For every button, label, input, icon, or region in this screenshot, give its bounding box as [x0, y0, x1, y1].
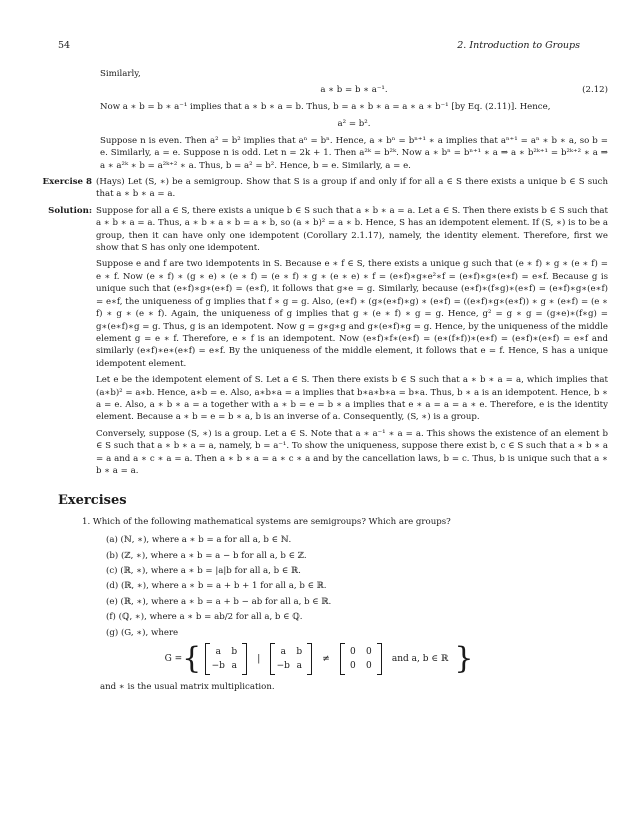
intro-paragraph: Suppose n is even. Then a² = b² implies that aⁿ = bⁿ. Hence, a ∗ bⁿ = bⁿ⁺¹ ∗ a implies that aⁿ⁺¹ = aⁿ ∗ b ∗ a, so b = e. Similarly, a = e. Suppose n is odd. Let n = 2k + 1. Then a²ᵏ = b²ᵏ. Now a ∗ bⁿ = bⁿ⁺¹ ∗ a ⇒ a ∗ b²ᵏ⁺¹ = b²ᵏ⁺² ∗ a ⇒ a ∗ a²ᵏ ∗ b = a²ᵏ⁺² ∗ a. Thus, b = a² = b². Hence, b = e. Similarly, a = e. — [100, 135, 608, 171]
matrix-cell: b — [231, 647, 238, 658]
solution-paragraph: Suppose e and f are two idempotents in S. Because e ∗ f ∈ S, there exists a unique g such that (e ∗ f) ∗ g ∗ (e ∗ f) = e ∗ f. Now (e ∗ f) ∗ (g ∗ e) ∗ (e ∗ f) = (e ∗ f) ∗ g ∗ (e ∗ e) ∗ f = (e∗f)∗g∗e²∗f = (e∗f)∗g∗(e∗f) = e∗f. Because g is unique such that (e∗f)∗g∗(e∗f) = (e∗f), it follows that g∗e = g. Similarly, because (e∗f)∗(f∗g)∗(e∗f) = (e∗f)∗g∗(e∗f) = e∗f, the uniqueness of g implies that f ∗ g = g. Also, (e∗f) ∗ (g∗(e∗f)∗g) ∗ (e∗f) = ((e∗f)∗g∗(e∗f)) ∗ g ∗ (e∗f) = (e ∗ f) ∗ g ∗ (e ∗ f). Again, the uniqueness of g implies that g ∗ (e ∗ f) ∗ g = g. Hence, g² = g ∗ g = (g∗e)∗(f∗g) = g∗(e∗f)∗g = g. Thus, g is an idempotent. Now g = g∗g∗g and g∗(e∗f)∗g = g. Hence, by the uniqueness of the middle element g = e ∗ f. Therefore, e ∗ f is an idempotent. Now (e∗f)∗f∗(e∗f) = (e∗(f∗f))∗(e∗f) = (e∗f)∗(e∗f) = e∗f and similarly (e∗f)∗e∗(e∗f) = e∗f. By the uniqueness of the middle element, it follows that e = f. Hence, S has a unique idempotent element. — [96, 259, 608, 369]
matrix-cell: −b — [276, 661, 290, 672]
right-brace: } — [454, 641, 474, 677]
exercises-heading: Exercises — [58, 493, 127, 509]
intro-line: Now a ∗ b = b ∗ a⁻¹ implies that a ∗ b ∗ a = b. Thus, b = a ∗ b ∗ a = a ∗ a ∗ b⁻¹ [by Eq. (2.11)]. Hence, — [100, 102, 551, 113]
exercise-8 — [30, 176, 608, 205]
solution-paragraph: Conversely, suppose (S, ∗) is a group. Let a ∈ S. Note that a ∗ a⁻¹ ∗ a = a. This shows the existence of an element b ∈ S such that a ∗ b ∗ a = a, namely, b = a⁻¹. To show the uniqueness, suppose there exist b, c ∈ S such that a ∗ b ∗ a = a and a ∗ c ∗ a = a. Then a ∗ b ∗ a = a ∗ c ∗ a and by the cancellation laws, b = c. Thus, b is unique such that a ∗ b ∗ a = a. — [96, 428, 608, 476]
matrix-cell: 0 — [349, 661, 356, 672]
left-brace: { — [182, 641, 202, 677]
list-item: (e) (ℝ, ∗), where a ∗ b = a + b − ab for all a, b ∈ ℝ. — [106, 596, 332, 607]
equation-2-12 — [100, 84, 608, 96]
list-item: (d) (ℝ, ∗), where a ∗ b = a + b + 1 for all a, b ∈ ℝ. — [106, 581, 327, 592]
intro-block — [30, 68, 608, 172]
matrix-cell: b — [296, 647, 303, 658]
running-header — [58, 40, 580, 54]
similarly-text: Similarly, — [100, 69, 141, 79]
question-items — [106, 534, 608, 639]
matrix-2 — [270, 643, 312, 675]
set-separator: | — [257, 653, 261, 664]
matrix-1 — [205, 643, 247, 675]
matrix-cell: 0 — [349, 647, 356, 658]
question-1: 1. Which of the following mathematical systems are semigroups? Which are groups? — [82, 516, 451, 527]
list-item: (a) (ℕ, ∗), where a ∗ b = a for all a, b ∈ ℕ. — [106, 535, 292, 546]
list-item: (c) (ℝ, ∗), where a ∗ b = |a|b for all a, b ∈ ℝ. — [106, 566, 301, 576]
solution-paragraph: Suppose for all a ∈ S, there exists a unique b ∈ S such that a ∗ b ∗ a = a. Let a ∈ S. Then there exists b ∈ S such that a ∗ b ∗ a = a. Thus, a ∗ b ∗ a ∗ b = a ∗ b, so (a ∗ b)² = a ∗ b. Hence, S has an idempotent element. If (S, ∗) is to be a group, then it can have only one idempotent (Corollary 2.1.17), namely, the identity element. Therefore, first we show that S has only one idempotent. — [96, 205, 608, 254]
matrix-cell: 0 — [365, 647, 372, 658]
matrix-cell: a — [296, 661, 302, 672]
equation-tag: (2.12) — [582, 85, 608, 96]
set-condition: and a, b ∈ ℝ — [391, 653, 449, 664]
matrix-cell: −b — [211, 661, 225, 672]
exercise-text: (Hays) Let (S, ∗) be a semigroup. Show that S is a group if and only if for all a ∈ S there exists a unique b ∈ S such that a ∗ b ∗ a = a. — [96, 177, 608, 200]
solution — [30, 205, 608, 482]
page-number: 54 — [58, 40, 71, 51]
list-item: (f) (ℚ, ∗), where a ∗ b = ab/2 for all a, b ∈ ℚ. — [106, 612, 303, 623]
equation-text: a ∗ b = b ∗ a⁻¹. — [320, 85, 388, 96]
solution-paragraph: Let e be the idempotent element of S. Let a ∈ S. Then there exists b ∈ S such that a ∗ b ∗ a = a, which implies that (a∗b)² = a∗b. Hence, a∗b = e. Also, a∗b∗a = a implies that b∗a∗b∗a = b∗a. Thus, b ∗ a is an idempotent. Hence, b ∗ a = e. Also, a ∗ b ∗ a = a together with a ∗ b = e = b ∗ a implies that e ∗ a = a = a ∗ e. Therefore, e is the identity element. Because a ∗ b = e = b ∗ a, b is an inverse of a. Consequently, (S, ∗) is a group. — [96, 375, 608, 423]
not-equal-sign: ≠ — [322, 653, 330, 664]
equation-a2-b2 — [100, 118, 608, 130]
matrix-cell: 0 — [365, 661, 372, 672]
matrix-set-definition — [30, 643, 608, 675]
list-item: (b) (ℤ, ∗), where a ∗ b = a − b for all a, b ∈ ℤ. — [106, 550, 307, 561]
list-item: (g) (G, ∗), where — [106, 627, 179, 638]
equation-text: a² = b². — [337, 118, 371, 129]
matrix-note: and ∗ is the usual matrix multiplication. — [100, 682, 275, 693]
matrix-cell: a — [231, 661, 237, 672]
matrix-cell: a — [280, 647, 286, 658]
set-lhs: G = — [164, 653, 183, 664]
chapter-title: 2. Introduction to Groups — [457, 40, 580, 51]
matrix-zero — [340, 643, 382, 675]
solution-label: Solution: — [48, 205, 92, 216]
main-content — [30, 68, 608, 693]
matrix-cell: a — [215, 647, 221, 658]
exercise-label: Exercise 8 — [42, 177, 92, 188]
